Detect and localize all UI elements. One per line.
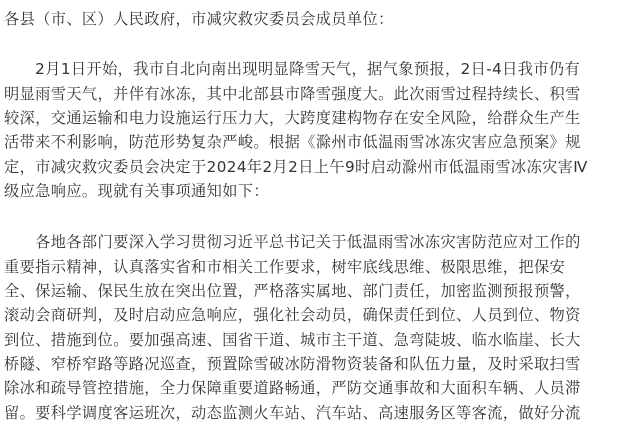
paragraph2-line: 各地各部门要深入学习贯彻习近平总书记关于低温雨雪冰冻灾害防范应对工作的 [4,233,581,251]
paragraph1-line: 级应急响应。现就有关事项通知如下： [4,182,269,200]
paragraph2-line: 除冰和疏导管控措施，全力保障重要道路畅通，严防交通事故和大面积车辆、人员滞 [4,379,581,397]
paragraph2-line: 桥隧、窄桥窄路等路况巡查，预置除雪破冰防滑物资装备和队伍力量，及时采取扫雪 [4,355,581,373]
paragraph1-line: 明显雨雪天气，并伴有冰冻，其中北部县市降雪强度大。此次雨雪过程持续长、积雪 [4,85,581,103]
paragraph2-line: 留。要科学调度客运班次，动态监测火车站、汽车站、高速服务区等客流，做好分流 [4,404,581,422]
paragraph1-line: 2月1日开始，我市自北向南出现明显降雪天气，据气象预报，2日-4日我市仍有 [4,60,581,78]
paragraph1-line: 较深，交通运输和电力设施运行压力大，大跨度建构物存在安全风险，给群众生产生 [4,109,581,127]
paragraph1-line: 活带来不利影响，防范形势复杂严峻。根据《滁州市低温雨雪冰冻灾害应急预案》规 [4,133,581,151]
paragraph2-line: 到位、措施到位。要加强高速、国省干道、城市主干道、急弯陡坡、临水临崖、长大 [4,331,581,349]
paragraph2-line: 重要指示精神，认真落实省和市相关工作要求，树牢底线思维、极限思维，把保安 [4,258,566,276]
paragraph1-line: 定，市减灾救灾委员会决定于2024年2月2日上午9时启动滁州市低温雨雪冰冻灾害Ⅳ [4,158,588,176]
salutation-line: 各县（市、区）人民政府，市减灾救灾委员会成员单位： [4,10,394,28]
paragraph2-line: 滚动会商研判，及时启动应急响应，强化社会动员，确保责任到位、人员到位、物资 [4,306,581,324]
paragraph2-line: 全、保运输、保民生放在突出位置，严格落实属地、部门责任，加密监测预报预警， [4,282,581,300]
